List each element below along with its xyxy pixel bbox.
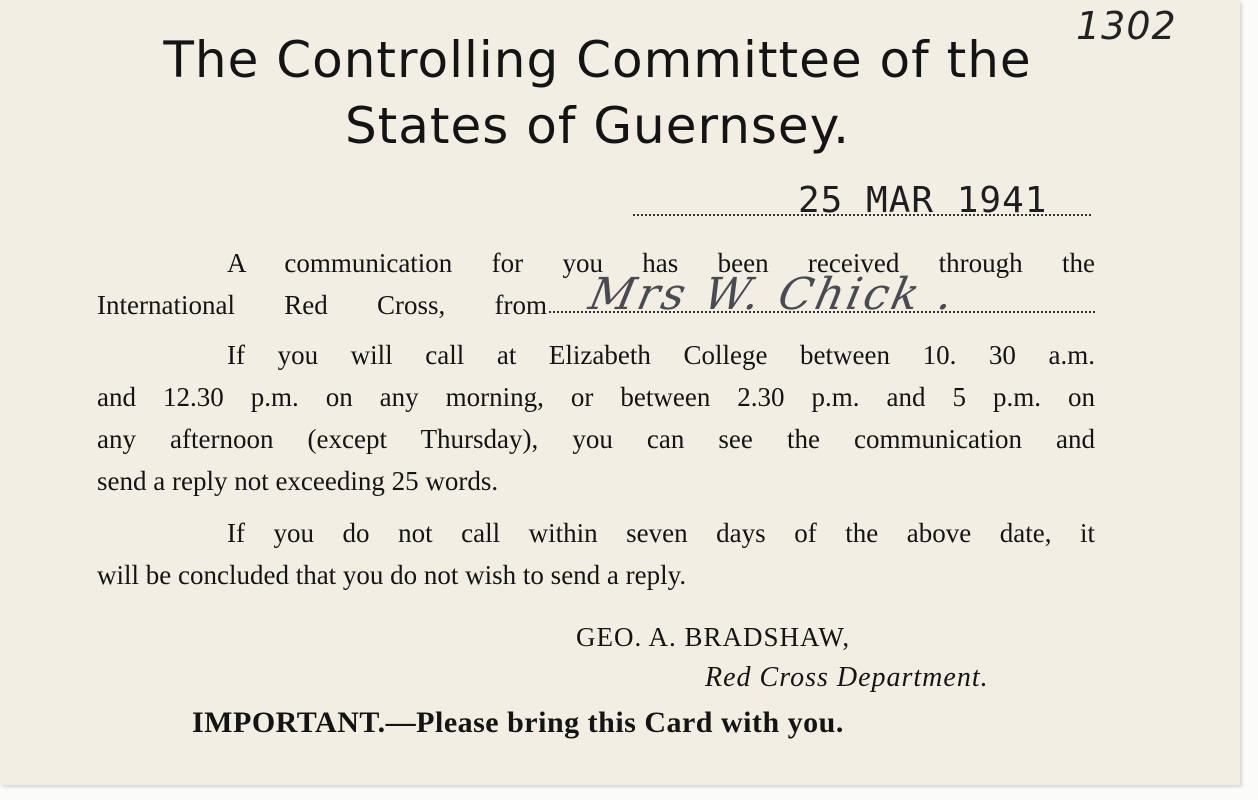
- card-title-line-2: States of Guernsey.: [344, 97, 851, 155]
- important-notice: IMPORTANT.—Please bring this Card with you.: [192, 706, 844, 739]
- paragraph2-line4: send a reply not exceeding 25 words.: [97, 466, 499, 496]
- paragraph-deadline: [97, 512, 1095, 596]
- date-stamp: 25 MAR 1941: [798, 180, 1048, 221]
- paragraph-visiting-hours: [97, 334, 1095, 502]
- paragraph1-line1: A communication for you has been received through the: [227, 248, 1095, 278]
- card-title-line-1: The Controlling Committee of the: [163, 31, 1032, 89]
- signatory-department: Red Cross Department.: [705, 662, 989, 693]
- handwritten-reference-number: 1302: [1076, 4, 1177, 48]
- paragraph2-line3: any afternoon (except Thursday), you can see the communication and: [97, 424, 1095, 454]
- handwritten-sender-name: Mrs W. Chick .: [584, 269, 962, 320]
- paragraph3-line2: will be concluded that you do not wish to send a reply.: [97, 560, 687, 590]
- from-field-label: International Red Cross, from: [97, 290, 547, 320]
- signatory-name: GEO. A. BRADSHAW,: [576, 622, 851, 652]
- paragraph2-line1: If you will call at Elizabeth College between 10. 30 a.m.: [227, 340, 1095, 370]
- from-field-row: [97, 269, 1095, 326]
- paragraph3-line1: If you do not call within seven days of the above date, it: [227, 518, 1095, 548]
- paragraph2-line2: and 12.30 p.m. on any morning, or between 2.30 p.m. and 5 p.m. on: [97, 382, 1095, 412]
